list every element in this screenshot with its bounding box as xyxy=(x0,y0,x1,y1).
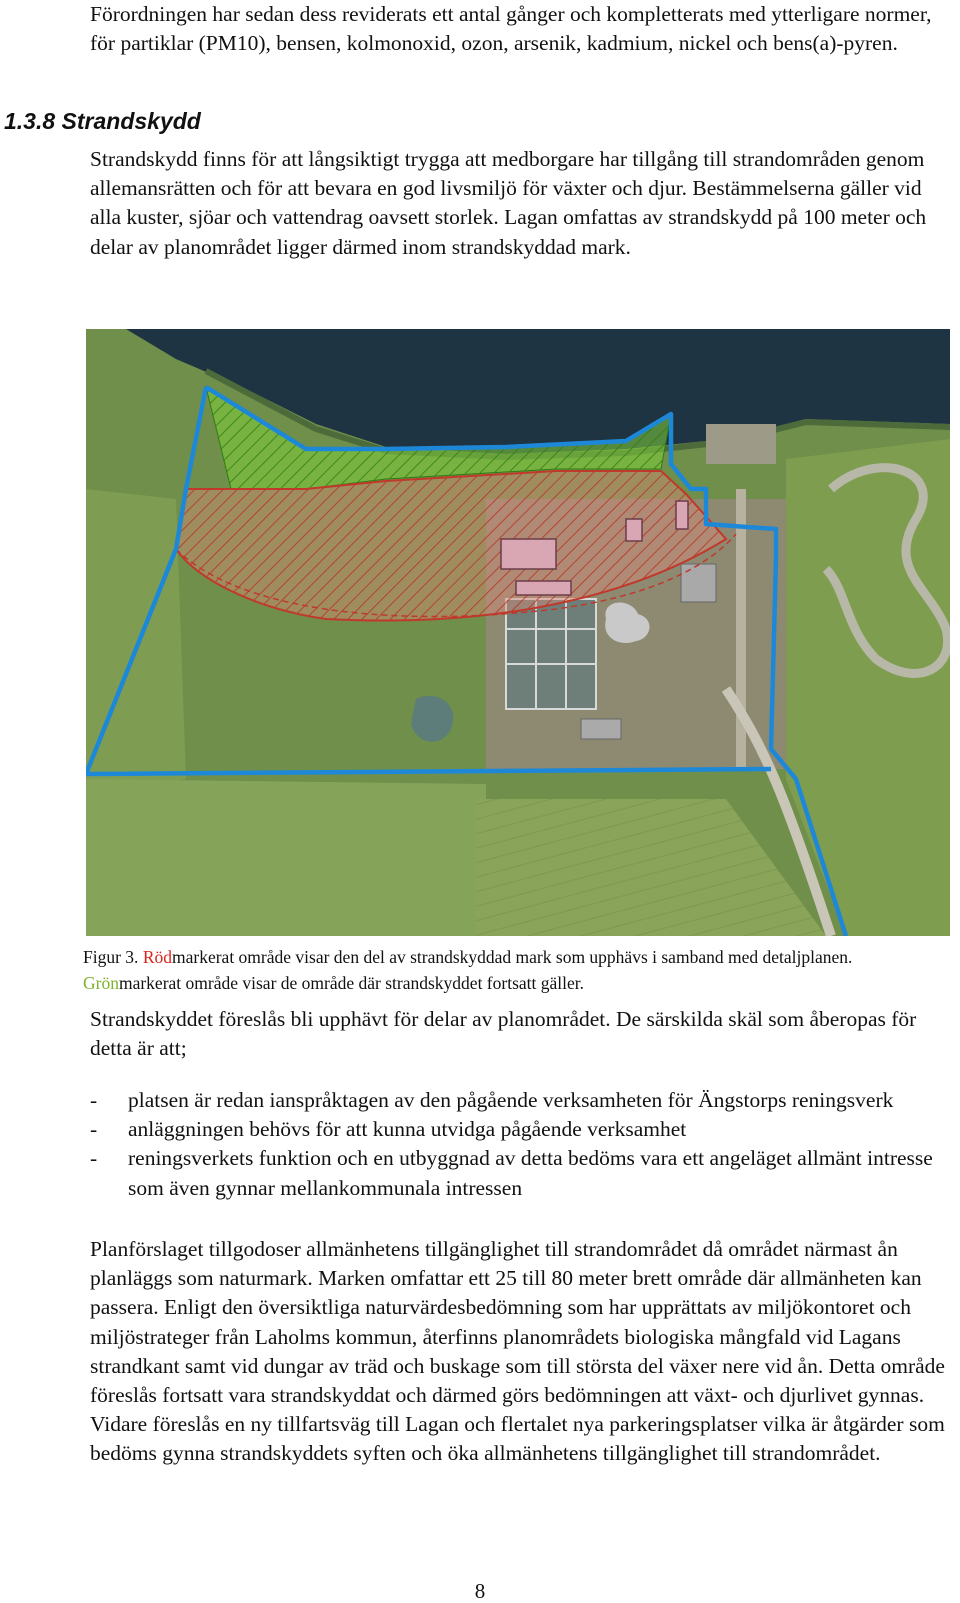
section-heading: 1.3.8 Strandskydd xyxy=(4,108,201,134)
list-item-text: reningsverkets funktion och en utbyggnad av detta bedöms vara ett angeläget allmänt intresse som även gynnar mellankommunala intressen xyxy=(128,1146,933,1200)
revocation-paragraph: Strandskyddet föreslås bli upphävt för delar av planområdet. De särskilda skäl som åberopas för detta är att; xyxy=(90,1007,917,1061)
reasons-list xyxy=(90,1086,960,1203)
intro-paragraph: Förordningen har sedan dess reviderats ett antal gånger och kompletterats med ytterligare normer, för partiklar (PM10), bensen, kolmonoxid, ozon, arsenik, kadmium, nickel och bens(a)-pyren. xyxy=(90,2,932,56)
list-dash: - xyxy=(90,1088,98,1112)
building-pink-4 xyxy=(516,581,571,595)
list-item-text: anläggningen behövs för att kunna utvidga pågående verksamhet xyxy=(128,1117,687,1142)
list-item xyxy=(90,1115,960,1144)
list-item xyxy=(90,1086,960,1115)
figure-caption xyxy=(83,944,953,996)
page-number: 8 xyxy=(474,1579,486,1603)
accessibility-paragraph: Planförslaget tillgodoser allmänhetens tillgänglighet till strandområdet då området närmast ån planläggs som naturmark. Marken omfattar ett 25 till 80 meter brett område där allmänheten kan passera. Enligt den översiktliga naturvärdesbedömning som har upprättats av miljökontoret och miljöstrateger från Laholms kommun, återfinns planområdets biologiska mångfald vid Lagans strandkant samt vid dungar av träd och buskage som till största del växer nere vid ån. Detta område föreslås fortsatt vara strandskyddat och därmed görs bedömningen att växt- och djurlivet gynnas. Vidare föreslås en ny tillfartsväg till Lagan och flertalet nya parkeringsplatser vilka är åtgärder som bedöms gynna strandskyddets syften och öka allmänhetens tillgänglighet till strandområdet. xyxy=(90,1237,945,1466)
pond xyxy=(411,696,453,742)
basin-grid xyxy=(506,599,596,709)
list-item-text: platsen är redan ianspråktagen av den pågående verksamheten för Ängstorps reningsverk xyxy=(128,1088,894,1112)
caption-red-text: markerat område visar den del av strandskyddad mark som upphävs i samband med detaljplanen. xyxy=(172,947,853,967)
figure-label: Figur 3. xyxy=(83,947,139,967)
caption-green-word: Grön xyxy=(83,973,119,993)
strandskydd-paragraph: Strandskydd finns för att långsiktigt trygga att medborgare har tillgång till strandområden genom allemansrätten och för att bevara en god livsmiljö för växter och djur. Bestämmelserna gäller vid alla kuster, sjöar och vattendrag oavsett storlek. Lagan omfattas av strandskydd på 100 meter och delar av planområdet ligger därmed inom strandskyddad mark. xyxy=(90,147,927,259)
list-dash: - xyxy=(90,1117,98,1142)
building-pink-3 xyxy=(676,501,688,529)
parking-area xyxy=(706,424,776,464)
building-lower xyxy=(581,719,621,739)
caption-green-text: markerat område visar de område där strandskyddet fortsatt gäller. xyxy=(118,973,585,993)
list-dash: - xyxy=(90,1146,98,1171)
caption-red-word: Röd xyxy=(142,947,172,967)
aerial-map-figure xyxy=(86,329,950,936)
building-grey xyxy=(681,564,716,602)
bottom-left-field xyxy=(86,779,486,936)
building-pink-2 xyxy=(626,519,642,541)
list-item xyxy=(90,1144,960,1202)
building-pink-1 xyxy=(501,539,556,569)
